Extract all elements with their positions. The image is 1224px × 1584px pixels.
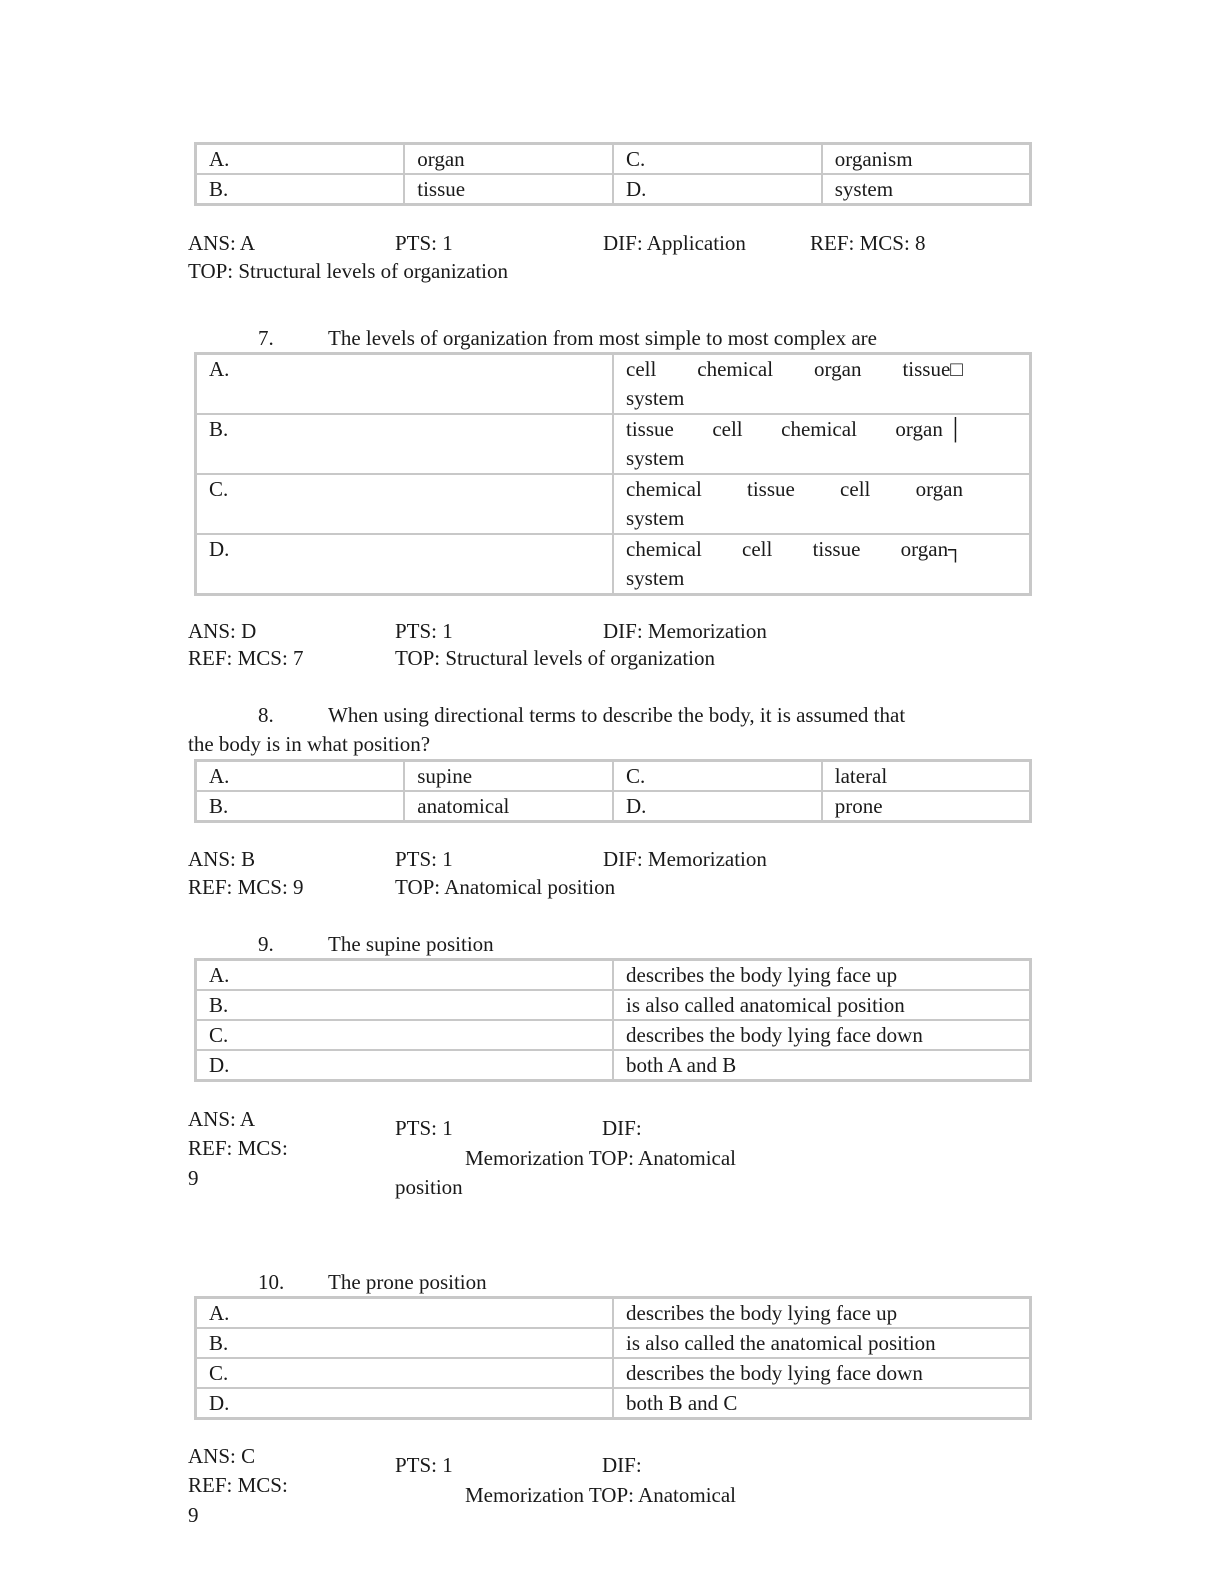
- q9-topic-continued: position: [395, 1175, 463, 1199]
- q9-answer: ANS: A: [188, 1107, 256, 1131]
- q8-options-table: [194, 759, 1032, 823]
- q9-reference-number: 9: [188, 1166, 199, 1190]
- q7-points: PTS: 1: [395, 619, 453, 643]
- option-text: is also called anatomical position: [613, 990, 1031, 1020]
- q7-option-row: [196, 414, 1031, 474]
- option-text: describes the body lying face up: [613, 960, 1031, 991]
- q9-option-row: [196, 1050, 1031, 1081]
- q10-option-row: [196, 1328, 1031, 1358]
- q8-answer: ANS: B: [188, 847, 256, 871]
- option-text: chemical tissue cell organ system: [613, 474, 1031, 534]
- q9-difficulty: DIF:: [602, 1116, 642, 1140]
- q6-reference: REF: MCS: 8: [810, 231, 926, 255]
- q8-difficulty: DIF: Memorization: [603, 847, 767, 871]
- q8-option-row: [196, 791, 1031, 822]
- q9-option-row: [196, 990, 1031, 1020]
- option-text: lateral: [822, 761, 1031, 792]
- q8-topic: TOP: Anatomical position: [395, 875, 616, 899]
- q9-points: PTS: 1: [395, 1116, 453, 1140]
- q10-option-row: [196, 1388, 1031, 1419]
- q7-answer: ANS: D: [188, 619, 257, 643]
- option-letter: C.: [196, 1358, 614, 1388]
- option-letter: A.: [196, 960, 614, 991]
- option-letter: B.: [196, 414, 614, 474]
- option-text: chemical cell tissue organ┐ system: [613, 534, 1031, 595]
- option-text: organism: [822, 144, 1031, 175]
- q7-question-text: The levels of organization from most simple to most complex are: [328, 326, 877, 350]
- option-letter: B.: [196, 990, 614, 1020]
- q8-reference: REF: MCS: 9: [188, 875, 304, 899]
- option-text: describes the body lying face up: [613, 1298, 1031, 1329]
- q7-option-row: [196, 354, 1031, 415]
- option-letter: C.: [196, 1020, 614, 1050]
- q7-options-table: [194, 352, 1032, 596]
- option-letter: D.: [196, 1388, 614, 1419]
- q9-difficulty-topic: Memorization TOP: Anatomical: [465, 1146, 737, 1170]
- q9-option-row: [196, 1020, 1031, 1050]
- option-letter: C.: [613, 761, 822, 792]
- option-letter: D.: [613, 174, 822, 205]
- option-letter: A.: [196, 144, 405, 175]
- q9-option-row: [196, 960, 1031, 991]
- option-text: is also called the anatomical position: [613, 1328, 1031, 1358]
- q7-topic: TOP: Structural levels of organization: [395, 646, 715, 670]
- option-letter: D.: [613, 791, 822, 822]
- q9-reference: REF: MCS:: [188, 1136, 288, 1160]
- option-letter: D.: [196, 534, 614, 595]
- q6-difficulty: DIF: Application: [603, 231, 746, 255]
- option-text: both B and C: [613, 1388, 1031, 1419]
- option-text: cell chemical organ tissue□ system: [613, 354, 1031, 415]
- option-letter: C.: [613, 144, 822, 175]
- q10-options-table: [194, 1296, 1032, 1420]
- q10-option-row: [196, 1358, 1031, 1388]
- option-letter: A.: [196, 1298, 614, 1329]
- option-text: supine: [404, 761, 613, 792]
- option-text: anatomical: [404, 791, 613, 822]
- q7-number: 7.: [258, 326, 274, 350]
- q8-points: PTS: 1: [395, 847, 453, 871]
- option-letter: A.: [196, 354, 614, 415]
- q9-options-table: [194, 958, 1032, 1082]
- option-letter: C.: [196, 474, 614, 534]
- q9-number: 9.: [258, 932, 274, 956]
- q10-option-row: [196, 1298, 1031, 1329]
- option-text: describes the body lying face down: [613, 1358, 1031, 1388]
- q7-difficulty: DIF: Memorization: [603, 619, 767, 643]
- q8-option-row: [196, 761, 1031, 792]
- q6-options-table: [194, 142, 1032, 206]
- option-letter: D.: [196, 1050, 614, 1081]
- option-text: tissue cell chemical organ │ system: [613, 414, 1031, 474]
- option-text: organ: [404, 144, 613, 175]
- q9-question-text: The supine position: [328, 932, 494, 956]
- option-text: system: [822, 174, 1031, 205]
- q10-number: 10.: [258, 1270, 285, 1294]
- q10-points: PTS: 1: [395, 1453, 453, 1477]
- option-text: both A and B: [613, 1050, 1031, 1081]
- option-text: prone: [822, 791, 1031, 822]
- q6-option-row: [196, 174, 1031, 205]
- option-letter: A.: [196, 761, 405, 792]
- q6-option-row: [196, 144, 1031, 175]
- option-text: tissue: [404, 174, 613, 205]
- q7-option-row: [196, 534, 1031, 595]
- option-text: describes the body lying face down: [613, 1020, 1031, 1050]
- q10-question-text: The prone position: [328, 1270, 487, 1294]
- q6-points: PTS: 1: [395, 231, 453, 255]
- q8-question-text-continued: the body is in what position?: [188, 732, 431, 756]
- q10-answer: ANS: C: [188, 1444, 256, 1468]
- option-letter: B.: [196, 174, 405, 205]
- option-letter: B.: [196, 1328, 614, 1358]
- option-letter: B.: [196, 791, 405, 822]
- q7-reference: REF: MCS: 7: [188, 646, 304, 670]
- q10-difficulty-topic: Memorization TOP: Anatomical: [465, 1483, 737, 1507]
- q10-reference-number: 9: [188, 1503, 199, 1527]
- q6-answer: ANS: A: [188, 231, 256, 255]
- q10-reference: REF: MCS:: [188, 1473, 288, 1497]
- q10-difficulty: DIF:: [602, 1453, 642, 1477]
- q7-option-row: [196, 474, 1031, 534]
- q6-topic: TOP: Structural levels of organization: [188, 259, 508, 283]
- q8-number: 8.: [258, 703, 274, 727]
- q8-question-text: When using directional terms to describe the body, it is assumed that: [328, 703, 906, 727]
